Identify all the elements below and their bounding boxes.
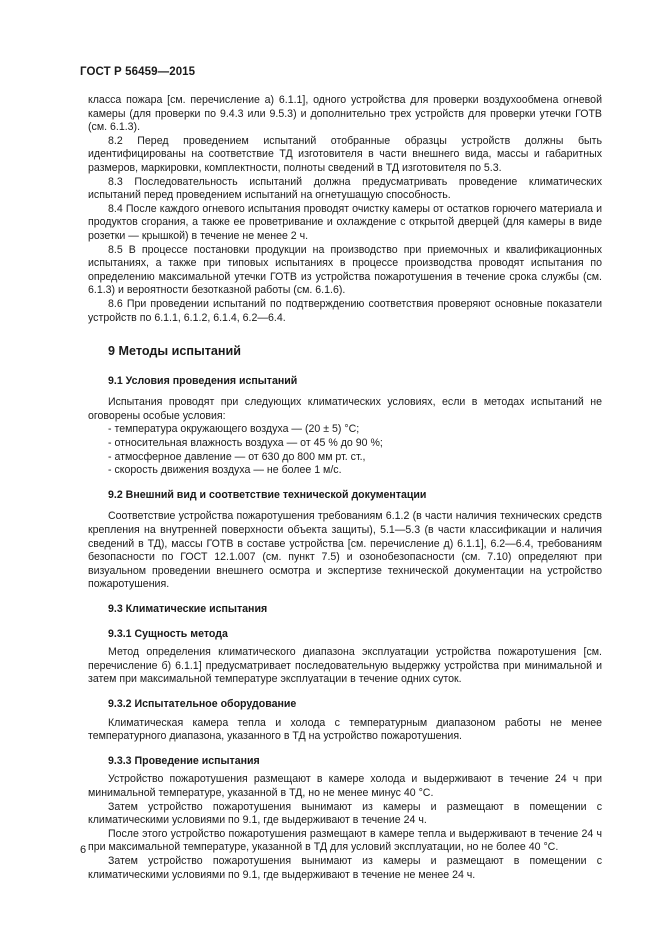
section-heading: 9 Методы испытаний	[108, 344, 241, 359]
paragraph: 8.6 При проведении испытаний по подтверждению соответствия проверяют основные показатели устройств по 6.1.1, 6.1.2, 6.1.4, 6.2—6.4.	[88, 297, 602, 324]
subsubsection-heading: 9.3.2 Испытательное оборудование	[108, 697, 297, 710]
list-item: - скорость движения воздуха — не более 1 м/с.	[108, 464, 342, 477]
subsubsection-heading: 9.3.3 Проведение испытания	[108, 754, 260, 767]
paragraph: Климатическая камера тепла и холода с температурным диапазоном работы не менее температурного диапазона, указанного в ТД на устройство пожаротушения.	[88, 716, 602, 743]
paragraph: Затем устройство пожаротушения вынимают из камеры и размещают в помещении с климатическими условиями по 9.1, где выдерживают в течение не менее 24 ч.	[88, 854, 602, 881]
document-body	[88, 94, 602, 882]
paragraph: 8.3 Последовательность испытаний должна предусматривать проведение климатических испытаний перед проведением испытаний на огнетушащую способность.	[88, 175, 602, 202]
list-item: - атмосферное давление — от 630 до 800 мм рт. ст.,	[108, 450, 366, 463]
paragraph: 8.2 Перед проведением испытаний отобранные образцы устройств должны быть идентифицированы на соответствие ТД изготовителя в части внешнего вида, массы и габаритных размеров, маркировки, комплектности, полноты сведений в ТД изготовителя по 5.3.	[88, 134, 602, 174]
paragraph: Затем устройство пожаротушения вынимают из камеры и размещают в помещении с климатическими условиями по 9.1, где выдерживают в течение 24 ч.	[88, 800, 602, 827]
paragraph: Устройство пожаротушения размещают в камере холода и выдерживают в течение 24 ч при минимальной температуре, указанной в ТД, но не менее минус 40 °С.	[88, 773, 602, 799]
paragraph: 8.4 После каждого огневого испытания проводят очистку камеры от остатков горючего материала и продуктов сгорания, а также ее проветривание и охлаждение с открытой дверцей (для камеры в виде розетки — крышкой) в течение не менее 2 ч.	[88, 202, 602, 242]
page-number: 6	[80, 844, 87, 856]
list-item: - температура окружающего воздуха — (20 ± 5) °С;	[108, 423, 360, 436]
paragraph: Соответствие устройства пожаротушения требованиям 6.1.2 (в части наличия технических средств крепления на внутренней поверхности объекта защиты), 5.1—5.3 (в части классификации и наличия сведений в ТД), массы ГОТВ в составе устройства [см. перечисление д) 6.1.1], 6.2—6.4, требованиям безопасности по ГОСТ 12.1.007 (см. пункт 7.5) и озонобезопасности (см. 7.10) определяют при визуальном проведении внешнего осмотра и экспертизе технической документации на устройство пожаротушения.	[88, 510, 602, 591]
list-item: - относительная влажность воздуха — от 45 % до 90 %;	[108, 437, 383, 450]
subsection-heading: 9.1 Условия проведения испытаний	[108, 374, 298, 387]
paragraph: После этого устройство пожаротушения размещают в камере тепла и выдерживают в течение 24 ч при максимальной температуре, указанной в ТД для условий эксплуатации, но не более 40 °С.	[88, 827, 602, 854]
paragraph: Испытания проводят при следующих климатических условиях, если в методах испытаний не оговорены особые условия:	[88, 396, 602, 422]
subsection-heading: 9.3 Климатические испытания	[108, 603, 268, 615]
document-header: ГОСТ Р 56459—2015	[80, 66, 196, 78]
subsubsection-heading: 9.3.1 Сущность метода	[108, 627, 228, 640]
paragraph: Метод определения климатического диапазона эксплуатации устройства пожаротушения [см. перечисление б) 6.1.1] предусматривает последовательную выдержку устройства при минимальной и затем при максимальной температуре эксплуатации в течение одних суток.	[88, 646, 602, 686]
paragraph: класса пожара [см. перечисление а) 6.1.1], одного устройства для проверки воздухообмена огневой камеры (для проверки по 9.4.3 или 9.5.3) и дополнительно трех устройств для проверки утечки ГОТВ (см. 6.1.3).	[88, 94, 602, 134]
conditions-list	[88, 423, 602, 477]
paragraph: 8.5 В процессе постановки продукции на производство при приемочных и квалификационных испытаниях, а также при типовых испытаниях в процессе производства проводят испытания по определению максимальной утечки ГОТВ из устройства пожаротушения в течение срока службы (см. 6.1.3) и вероятности безотказной работы (см. 6.1.6).	[88, 243, 602, 297]
subsection-heading: 9.2 Внешний вид и соответствие технической документации	[108, 488, 427, 501]
